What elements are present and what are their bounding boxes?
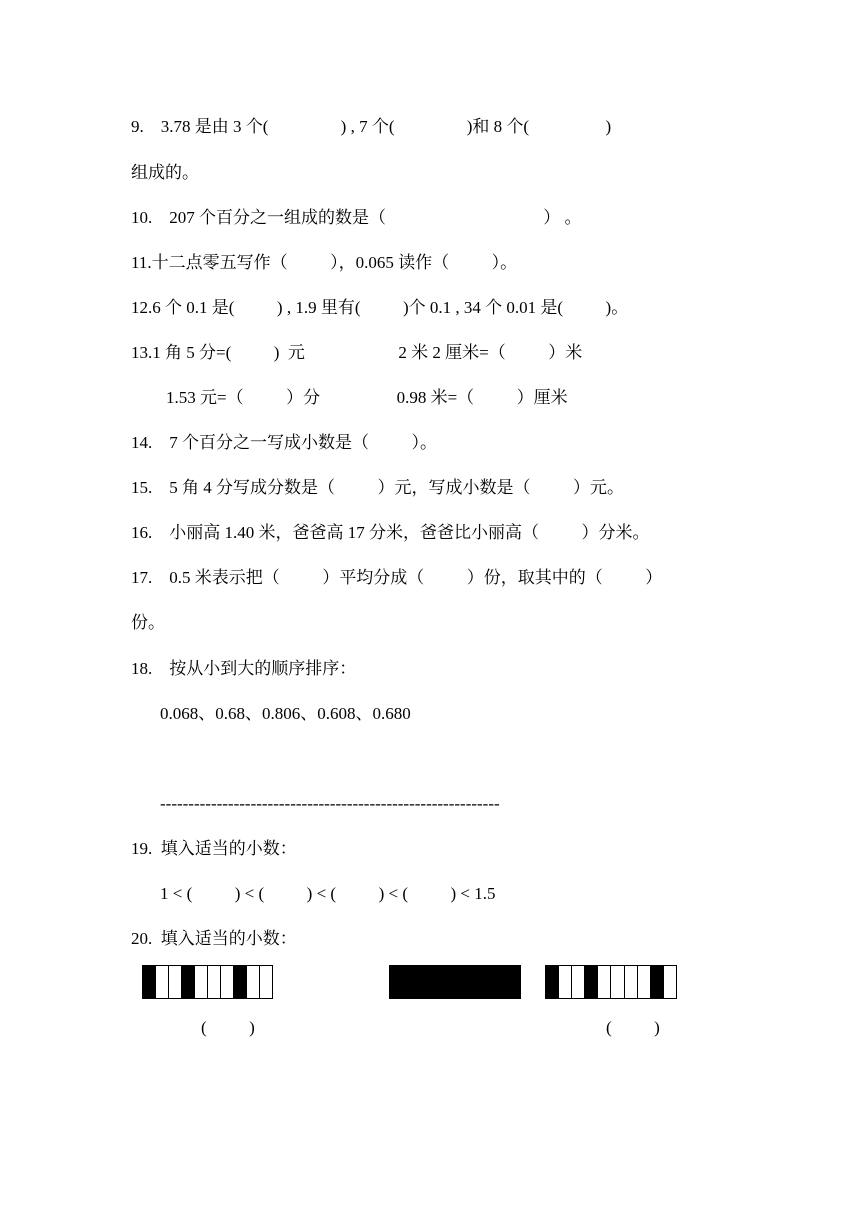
empty-cell: [611, 966, 624, 998]
question-18-title: 18. 按从小到大的顺序排序：: [131, 659, 357, 678]
empty-cell: [247, 966, 260, 998]
empty-cell: [221, 966, 234, 998]
question-10: 10. 207 个百分之一组成的数是（ ） 。: [131, 208, 582, 227]
shaded-cell: [546, 966, 559, 998]
empty-cell: [260, 966, 272, 998]
empty-cell: [559, 966, 572, 998]
empty-cell: [625, 966, 638, 998]
question-14: 14. 7 个百分之一写成小数是（ ）。: [131, 433, 437, 452]
question-18-numbers: 0.068、0.68、0.806、0.608、0.680: [160, 704, 411, 723]
question-15: 15. 5 角 4 分写成分数是（ ）元，写成小数是（ ）元。: [131, 478, 624, 497]
question-11: 11.十二点零五写作（ ），0.065 读作（ ）。: [131, 253, 518, 272]
question-13-line1: 13.1 角 5 分=( ) 元 2 米 2 厘米=（ ）米: [131, 343, 583, 362]
question-13-line2: 1.53 元=（ ）分 0.98 米=（ ）厘米: [166, 388, 568, 407]
empty-cell: [664, 966, 676, 998]
question-17-line2: 份。: [131, 613, 165, 632]
empty-cell: [572, 966, 585, 998]
empty-cell: [195, 966, 208, 998]
shaded-cell: [651, 966, 664, 998]
question-20-title: 20. 填入适当的小数：: [131, 929, 297, 948]
strip-1-answer: ( ): [201, 1018, 255, 1037]
question-9-line1: 9. 3.78 是由 3 个( ) , 7 个( )和 8 个( ): [131, 117, 612, 136]
fraction-strip-3: [545, 965, 677, 999]
empty-cell: [169, 966, 182, 998]
strip-3-answer: ( ): [606, 1018, 660, 1037]
shaded-cell: [234, 966, 247, 998]
empty-cell: [598, 966, 611, 998]
question-12: 12.6 个 0.1 是( ) , 1.9 里有( )个 0.1 , 34 个 0.01 是( )。: [131, 298, 629, 317]
question-19-expression: 1 < ( ) < ( ) < ( ) < ( ) < 1.5: [160, 884, 496, 903]
question-9-line2: 组成的。: [131, 163, 199, 182]
empty-cell: [208, 966, 221, 998]
shaded-cell: [585, 966, 598, 998]
empty-cell: [638, 966, 651, 998]
shaded-cell: [143, 966, 156, 998]
shaded-cell: [182, 966, 195, 998]
question-16: 16. 小丽高 1.40 米，爸爸高 17 分米，爸爸比小丽高（ ）分米。: [131, 523, 650, 542]
question-17-line1: 17. 0.5 米表示把（ ）平均分成（ ）份，取其中的（ ）: [131, 568, 663, 587]
fraction-strip-1: [142, 965, 273, 999]
fraction-strip-2-solid: [389, 965, 521, 999]
question-18-answer-line: ------------------------------------------------------------: [160, 794, 500, 813]
question-19-title: 19. 填入适当的小数：: [131, 839, 297, 858]
empty-cell: [156, 966, 169, 998]
